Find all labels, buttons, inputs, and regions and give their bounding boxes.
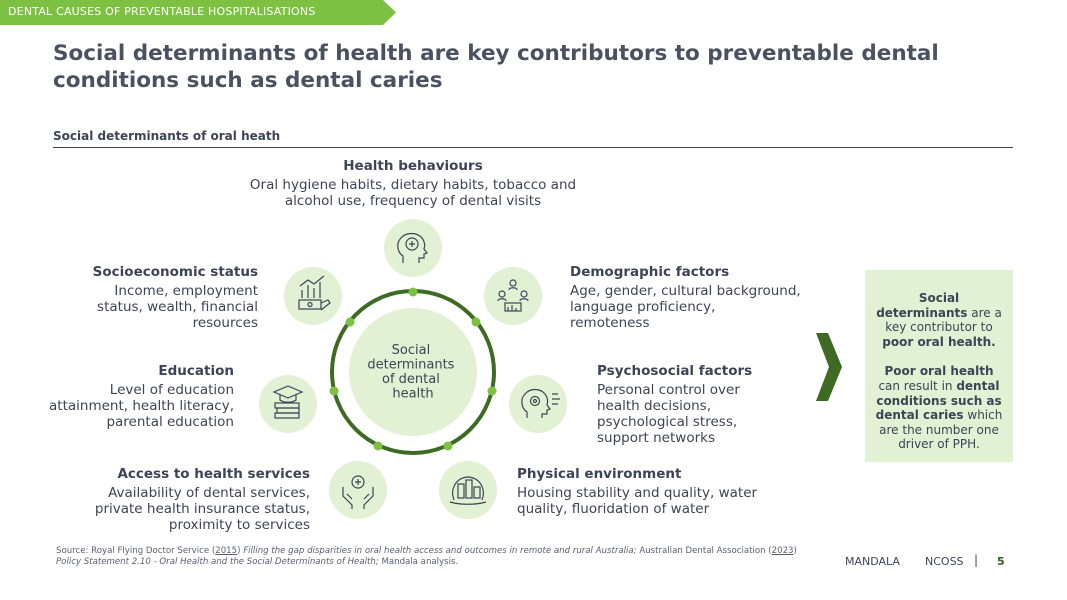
factor-title: Demographic factors [570, 264, 730, 280]
ring-dot [374, 442, 383, 451]
factor-desc-line: support networks [597, 430, 715, 446]
factor-desc-line: remoteness [570, 315, 650, 331]
chevron-right-icon [816, 333, 842, 401]
people-chart-icon [484, 267, 542, 325]
factor-desc-line: Age, gender, cultural background, [570, 283, 801, 299]
factor-desc-line: quality, fluoridation of water [517, 501, 710, 517]
ring-dot [330, 387, 339, 396]
footer-brand-mandala: MANDALA [845, 555, 900, 568]
factor-desc-line: Level of education [109, 382, 234, 398]
factor-desc-line: Personal control over [597, 382, 740, 398]
factor-desc-line: parental education [106, 414, 234, 430]
callout-paragraph-2: Poor oral health can result in dental conditions such as dental caries which are the number one driver of PPH. [875, 364, 1003, 452]
hands-medical-icon [329, 461, 387, 519]
callout-box [865, 270, 1013, 462]
footer-separator: | [974, 553, 979, 567]
factor-desc-line: attainment, health literacy, [49, 398, 234, 414]
factor-desc-line: health decisions, [597, 398, 711, 414]
factor-title: Health behaviours [343, 158, 483, 174]
page-title: Social determinants of health are key contributors to preventable dental conditions such as dental caries [53, 41, 939, 93]
section-subheading: Social determinants of oral heath [53, 129, 281, 143]
factor-desc-line: alcohol use, frequency of dental visits [284, 193, 542, 209]
ring-dot [409, 288, 418, 297]
books-graduation-icon [259, 375, 317, 433]
factor-desc-line: psychological stress, [597, 414, 738, 430]
factor-physical-environment [517, 466, 787, 517]
city-globe-icon [439, 461, 497, 519]
factor-health-behaviours [243, 158, 583, 209]
factor-psychosocial [597, 363, 797, 446]
gear-head-icon [509, 375, 567, 433]
section-tag-label: DENTAL CAUSES OF PREVENTABLE HOSPITALISATIONS [8, 5, 316, 18]
factor-desc-line: Housing stability and quality, water [517, 485, 758, 501]
ring-dot [488, 387, 497, 396]
factor-title: Socioeconomic status [92, 264, 258, 280]
brain-head-icon [384, 219, 442, 277]
factor-desc-line: private health insurance status, [94, 501, 310, 517]
factor-socioeconomic [68, 264, 258, 331]
callout-paragraph-1: Social determinants are a key contributor to poor oral health. [876, 291, 1002, 349]
footer-brand-ncoss: NCOSS [925, 555, 964, 568]
factor-desc-line: resources [192, 315, 258, 331]
factor-desc-line: status, wealth, financial [97, 299, 258, 315]
ring-dot [472, 318, 481, 327]
factor-title: Education [158, 363, 234, 379]
factor-title: Psychosocial factors [597, 363, 753, 379]
factor-title: Access to health services [117, 466, 310, 482]
ring-dot [346, 318, 355, 327]
factor-access [60, 466, 310, 533]
source-note: Source: Royal Flying Doctor Service (2015) Filling the gap disparities in oral health access and outcomes in remote and rural Australia; Australian Dental Association (2023) Policy Statement 2.10 - Oral Health and the Social Determinants of Health; Mandala analysis. [56, 546, 797, 567]
hand-money-chart-icon [284, 267, 342, 325]
factor-demographic [570, 264, 810, 331]
factor-desc-line: Income, employment [114, 283, 258, 299]
page-number: 5 [997, 555, 1005, 568]
factor-desc-line: Availability of dental services, [108, 485, 310, 501]
factor-desc-line: language proficiency, [570, 299, 716, 315]
factor-title: Physical environment [517, 466, 682, 482]
factor-education [44, 363, 234, 430]
ring-dot [444, 442, 453, 451]
center-label: Social determinants of dental health [367, 343, 455, 402]
factor-desc-line: proximity to services [168, 517, 310, 533]
factor-desc-line: Oral hygiene habits, dietary habits, tobacco and [249, 177, 577, 193]
